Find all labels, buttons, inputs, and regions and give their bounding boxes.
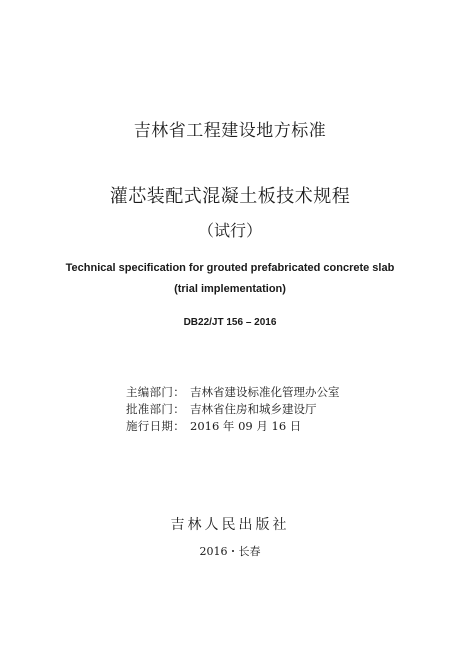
info-label: 批准部门： <box>126 402 185 416</box>
info-label: 施行日期： <box>126 419 185 433</box>
info-row-effective-date <box>126 418 340 435</box>
standard-code: DB22/JT 156 – 2016 <box>183 317 277 328</box>
info-value: 吉林省建设标准化管理办公室 <box>190 385 340 399</box>
standard-category-header: 吉林省工程建设地方标准 <box>133 121 327 141</box>
document-title-cn: 灌芯装配式混凝土板技术规程 <box>109 186 351 207</box>
info-label: 主编部门： <box>126 385 185 399</box>
info-value: 2016 年 09 月 16 日 <box>190 419 302 433</box>
info-row-editor <box>126 384 340 401</box>
document-subtitle-en: (trial implementation) <box>174 283 286 295</box>
info-row-approver <box>126 401 340 418</box>
document-subtitle-cn: （试行） <box>197 221 262 240</box>
publication-year-place: 2016・长春 <box>199 545 261 558</box>
publisher-name: 吉林人民出版社 <box>170 517 290 533</box>
issuing-info-block <box>126 384 340 435</box>
document-title-en: Technical specification for grouted prefabricated concrete slab <box>65 262 395 274</box>
info-value: 吉林省住房和城乡建设厅 <box>190 402 317 416</box>
